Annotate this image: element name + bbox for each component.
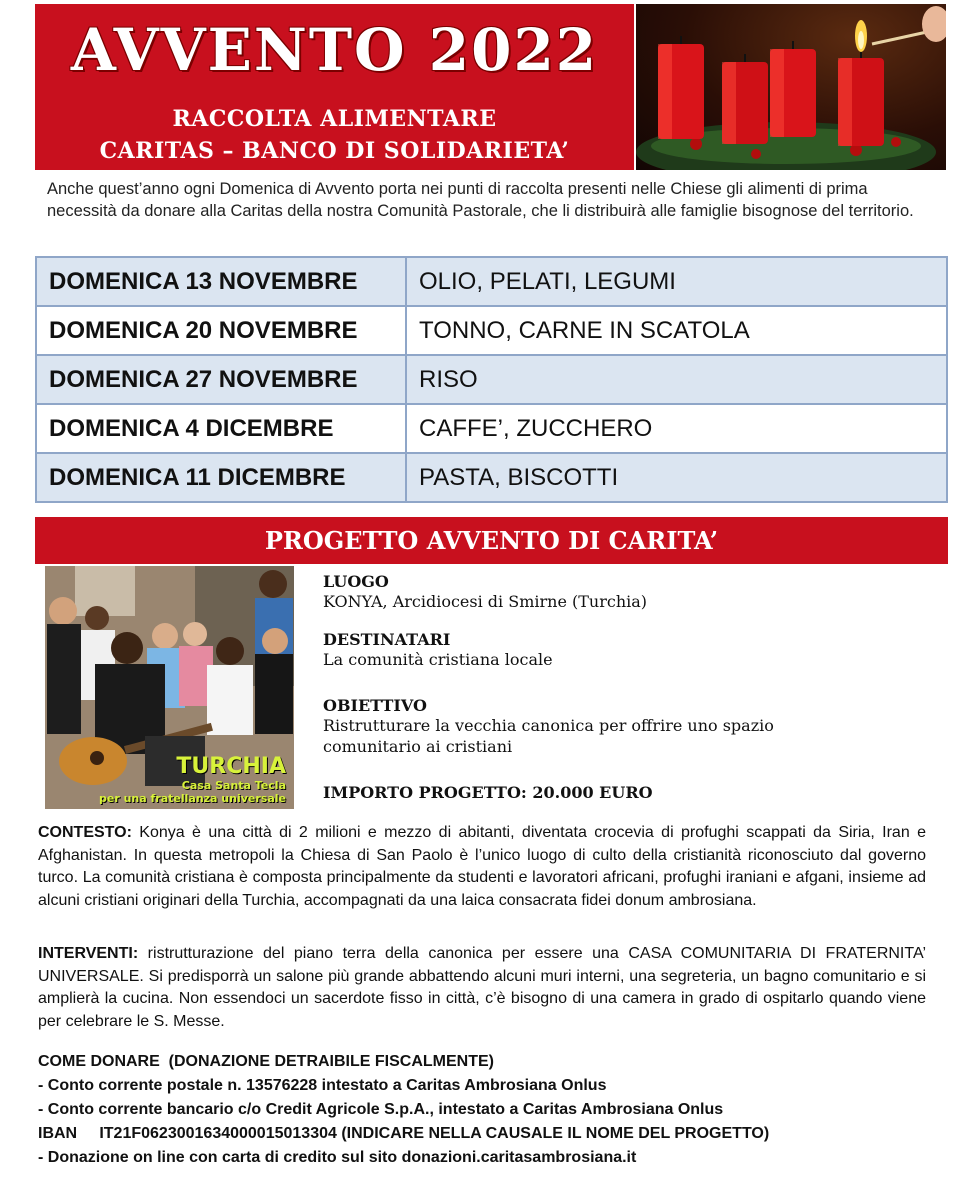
destinatari-value: La comunità cristiana locale bbox=[323, 650, 553, 669]
photo-caption-line-2: per una fratellanza universale bbox=[99, 792, 286, 805]
schedule-items: CAFFE’, ZUCCHERO bbox=[406, 404, 947, 453]
donation-iban: IBAN IT21F0623001634000015013304 (INDICARE NELLA CAUSALE IL NOME DEL PROGETTO) bbox=[38, 1125, 770, 1142]
schedule-day: DOMENICA 13 NOVEMBRE bbox=[36, 257, 406, 306]
contesto-label: CONTESTO: bbox=[38, 824, 132, 841]
intro-paragraph: Anche quest’anno ogni Domenica di Avvento porta nei punti di raccolta presenti nelle Chiese gli alimenti di prima necessità da donare alla Caritas della nostra Comunità Pastorale, che li distribuirà alle famiglie bisognose del territorio. bbox=[47, 180, 914, 220]
obiettivo-line-2: comunitario ai cristiani bbox=[323, 737, 513, 756]
header-subtitle-2: CARITAS – BANCO DI SOLIDARIETA’ bbox=[99, 138, 570, 164]
importo-progetto: IMPORTO PROGETTO: 20.000 EURO bbox=[323, 783, 653, 802]
table-row bbox=[36, 257, 947, 306]
schedule-items: OLIO, PELATI, LEGUMI bbox=[406, 257, 947, 306]
donation-title: COME DONARE (DONAZIONE DETRAIBILE FISCALMENTE) bbox=[38, 1053, 494, 1070]
advent-candles-image bbox=[636, 4, 946, 170]
project-photo bbox=[45, 566, 294, 809]
schedule-day: DOMENICA 20 NOVEMBRE bbox=[36, 306, 406, 355]
photo-caption-line-1: Casa Santa Tecla bbox=[181, 779, 286, 792]
schedule-day: DOMENICA 4 DICEMBRE bbox=[36, 404, 406, 453]
donation-bank-account: - Conto corrente bancario c/o Credit Agricole S.p.A., intestato a Caritas Ambrosiana Onlus bbox=[38, 1101, 724, 1118]
table-row bbox=[36, 404, 947, 453]
schedule-day: DOMENICA 11 DICEMBRE bbox=[36, 453, 406, 502]
contesto-text: Konya è una città di 2 milioni e mezzo di abitanti, diventata crocevia di profughi scappati da Siria, Iran e Afghanistan. In questa metropoli la Chiesa di San Paolo è l’unico luogo di culto della cristianità riconosciuto dal governo turco. La comunità cristiana è composta principalmente da studenti e lavoratori africani, profughi iraniani e afgani, insieme ad alcuni cristiani originari della Turchia, accompagnati da una laica consacrata fidei donum ambrosiana. bbox=[38, 824, 926, 909]
donation-section bbox=[38, 1050, 938, 1170]
luogo-label: LUOGO bbox=[323, 572, 389, 591]
header-banner bbox=[35, 4, 634, 170]
donation-online: - Donazione on line con carta di credito sul sito donazioni.caritasambrosiana.it bbox=[38, 1149, 637, 1166]
obiettivo-block bbox=[323, 696, 774, 757]
donation-postal-account: - Conto corrente postale n. 13576228 intestato a Caritas Ambrosiana Onlus bbox=[38, 1077, 607, 1094]
schedule-day: DOMENICA 27 NOVEMBRE bbox=[36, 355, 406, 404]
header-subtitle-1: RACCOLTA ALIMENTARE bbox=[172, 106, 497, 132]
interventi-label: INTERVENTI: bbox=[38, 945, 139, 962]
table-row bbox=[36, 453, 947, 502]
destinatari-block bbox=[323, 630, 553, 670]
schedule-items: RISO bbox=[406, 355, 947, 404]
table-row bbox=[36, 355, 947, 404]
project-heading: PROGETTO AVVENTO DI CARITA’ bbox=[35, 517, 948, 564]
contesto-paragraph bbox=[38, 822, 926, 912]
page-title: AVVENTO 2022 bbox=[70, 16, 599, 84]
collection-schedule-table bbox=[35, 256, 948, 503]
photo-caption-title: TURCHIA bbox=[176, 754, 286, 779]
table-row bbox=[36, 306, 947, 355]
destinatari-label: DESTINATARI bbox=[323, 630, 451, 649]
candles-illustration bbox=[636, 4, 946, 170]
obiettivo-line-1: Ristrutturare la vecchia canonica per offrire uno spazio bbox=[323, 716, 774, 735]
importo-block bbox=[323, 783, 653, 802]
luogo-block bbox=[323, 572, 647, 612]
interventi-paragraph bbox=[38, 943, 926, 1033]
schedule-items: PASTA, BISCOTTI bbox=[406, 453, 947, 502]
interventi-text: ristrutturazione del piano terra della canonica per essere una CASA COMUNITARIA DI FRATERNITA’ UNIVERSALE. Si predisporrà un salone più grande abbattendo alcuni muri interni, una segreteria, un bagno comunitario e si amplierà la cucina. Non essendoci un sacerdote fisso in città, c’è bisogno di una camera in grado di ospitarlo quando viene per celebrare le S. Messe. bbox=[38, 945, 926, 1030]
luogo-value: KONYA, Arcidiocesi di Smirne (Turchia) bbox=[323, 592, 648, 611]
photo-caption bbox=[45, 754, 294, 805]
schedule-items: TONNO, CARNE IN SCATOLA bbox=[406, 306, 947, 355]
obiettivo-label: OBIETTIVO bbox=[323, 696, 427, 715]
